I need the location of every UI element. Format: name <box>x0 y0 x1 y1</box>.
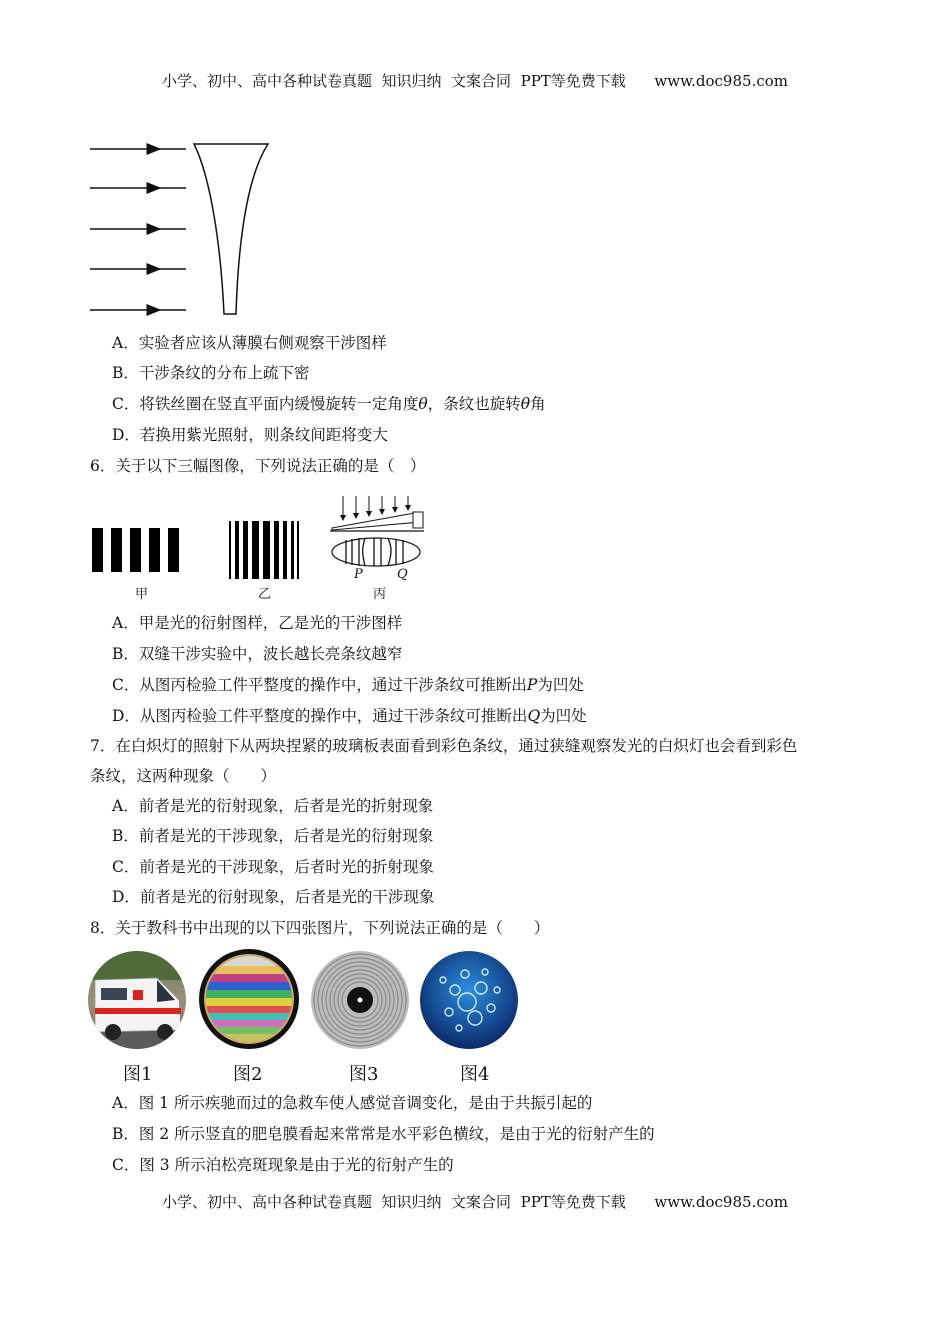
soap-film-wedge <box>194 144 268 314</box>
fig3-label: 图3 <box>349 1064 379 1085</box>
q5-option-a: A．实验者应该从薄膜右侧观察干涉图样 <box>112 334 387 352</box>
fig1-ambulance-image <box>87 950 187 1050</box>
fig-bing-label: 丙 <box>373 587 387 602</box>
fig3-poisson-spot-image <box>310 950 410 1050</box>
q6-option-d: D．从图丙检验工件平整度的操作中，通过干涉条纹可推断出Q为凹处 <box>112 707 587 725</box>
fig-yi-stripes <box>229 521 299 579</box>
q5-option-d: D．若换用紫光照射，则条纹间距将变大 <box>112 426 388 444</box>
q6-option-c: C．从图丙检验工件平整度的操作中，通过干涉条纹可推断出P为凹处 <box>112 676 584 694</box>
fig2-soap-film-image <box>198 948 300 1050</box>
fig4-label: 图4 <box>460 1064 490 1085</box>
q7-option-d: D．前者是光的衍射现象，后者是光的干涉现象 <box>112 888 435 906</box>
q5-option-c: C．将铁丝圈在竖直平面内缓慢旋转一定角度θ，条纹也旋转θ角 <box>112 395 546 413</box>
q7-option-a: A．前者是光的衍射现象，后者是光的折射现象 <box>112 797 434 815</box>
q7-stem-line2: 条纹，这两种现象（ ） <box>90 767 277 785</box>
fig-yi-label: 乙 <box>258 587 272 602</box>
fig-bing-p-label: P <box>354 567 363 582</box>
q8-option-a: A．图 1 所示疾驰而过的急救车使人感觉音调变化，是由于共振引起的 <box>112 1094 593 1112</box>
q8-option-b: B．图 2 所示竖直的肥皂膜看起来常常是水平彩色横纹，是由于光的衍射产生的 <box>112 1125 655 1143</box>
q6-stem: 6．关于以下三幅图像，下列说法正确的是（ ） <box>90 457 426 475</box>
q5-option-b: B．干涉条纹的分布上疏下密 <box>112 364 310 382</box>
page-footer: 小学、初中、高中各种试卷真题 知识归纳 文案合同 PPT等免费下载 www.doc985.com <box>161 1193 788 1211</box>
fig4-bubbles-image <box>419 950 519 1050</box>
q7-option-b: B．前者是光的干涉现象，后者是光的衍射现象 <box>112 827 434 845</box>
fig1-label: 图1 <box>123 1064 153 1085</box>
q7-option-c: C．前者是光的干涉现象，后者时光的折射现象 <box>112 858 434 876</box>
q8-stem: 8．关于教科书中出现的以下四张图片，下列说法正确的是（ ） <box>90 919 550 937</box>
fig-jia-label: 甲 <box>135 587 149 602</box>
fig-bing-q-label: Q <box>397 567 408 582</box>
q8-option-c: C．图 3 所示泊松亮斑现象是由于光的衍射产生的 <box>112 1156 454 1174</box>
fig-jia-stripes <box>92 528 188 573</box>
fig-bing-flatness-test <box>328 494 428 580</box>
film-wedge-figure <box>86 138 276 318</box>
q6-option-a: A．甲是光的衍射图样，乙是光的干涉图样 <box>112 614 403 632</box>
page-header: 小学、初中、高中各种试卷真题 知识归纳 文案合同 PPT等免费下载 www.doc985.com <box>161 72 788 90</box>
q7-stem-line1: 7．在白炽灯的照射下从两块捏紧的玻璃板表面看到彩色条纹，通过狭缝观察发光的白炽灯也会看到彩色 <box>90 737 798 755</box>
fig2-label: 图2 <box>233 1064 263 1085</box>
q6-option-b: B．双缝干涉实验中，波长越长亮条纹越窄 <box>112 645 403 663</box>
